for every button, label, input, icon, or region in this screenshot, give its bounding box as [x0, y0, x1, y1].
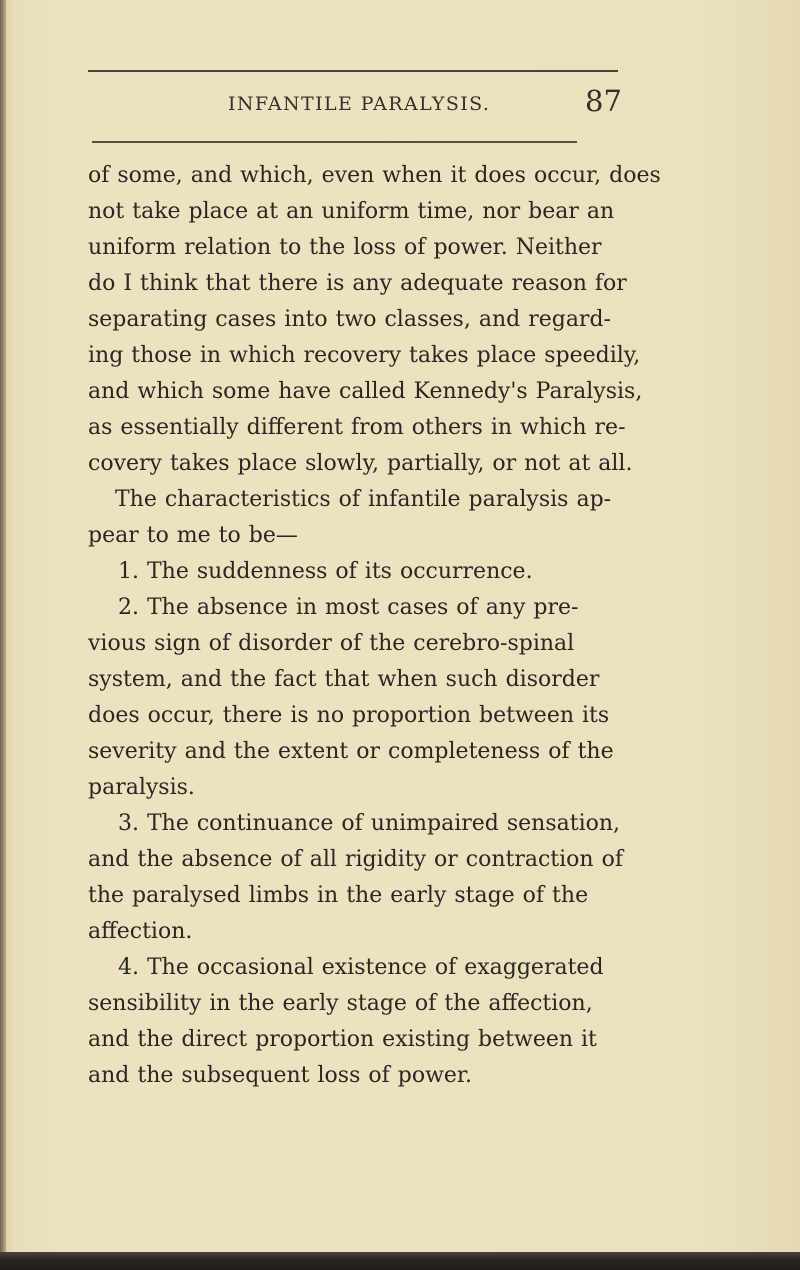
text-line: and the absence of all rigidity or contraction of — [88, 847, 623, 872]
header-rule — [88, 70, 618, 72]
body-text — [88, 158, 661, 1094]
text-line: the paralysed limbs in the early stage of the — [88, 883, 589, 908]
text-line-paragraph-start: The characteristics of infantile paralysis ap- — [115, 487, 612, 512]
text-line: and the direct proportion existing between it — [88, 1027, 597, 1052]
header-underline-rule — [92, 141, 577, 143]
page-number: 87 — [585, 84, 622, 118]
text-line: and which some have called Kennedy's Paralysis, — [88, 379, 643, 404]
list-item-1: 1. The suddenness of its occurrence. — [118, 559, 533, 584]
page-left-edge — [0, 0, 6, 1270]
page-bottom-edge — [0, 1252, 800, 1270]
text-line: not take place at an uniform time, nor bear an — [88, 199, 615, 224]
text-line: vious sign of disorder of the cerebro-spinal — [88, 631, 575, 656]
text-line: pear to me to be— — [88, 523, 298, 548]
text-line: do I think that there is any adequate reason for — [88, 271, 627, 296]
text-line: separating cases into two classes, and regard- — [88, 307, 611, 332]
text-line: uniform relation to the loss of power. Neither — [88, 235, 602, 260]
running-title: INFANTILE PARALYSIS. — [228, 93, 491, 115]
text-line: ing those in which recovery takes place speedily, — [88, 343, 641, 368]
text-line: and the subsequent loss of power. — [88, 1063, 473, 1088]
list-item-2: 2. The absence in most cases of any pre- — [118, 595, 579, 620]
text-line: system, and the fact that when such disorder — [88, 667, 600, 692]
text-line: sensibility in the early stage of the affection, — [88, 991, 593, 1016]
list-item-3: 3. The continuance of unimpaired sensation, — [118, 811, 621, 836]
text-line: severity and the extent or completeness of the — [88, 739, 614, 764]
text-line: paralysis. — [88, 775, 195, 800]
text-line: covery takes place slowly, partially, or not at all. — [88, 451, 633, 476]
list-item-4: 4. The occasional existence of exaggerated — [118, 955, 604, 980]
text-line: does occur, there is no proportion between its — [88, 703, 610, 728]
text-line: affection. — [88, 919, 193, 944]
text-line: as essentially different from others in which re- — [88, 415, 626, 440]
text-line: of some, and which, even when it does occur, does — [88, 163, 661, 188]
